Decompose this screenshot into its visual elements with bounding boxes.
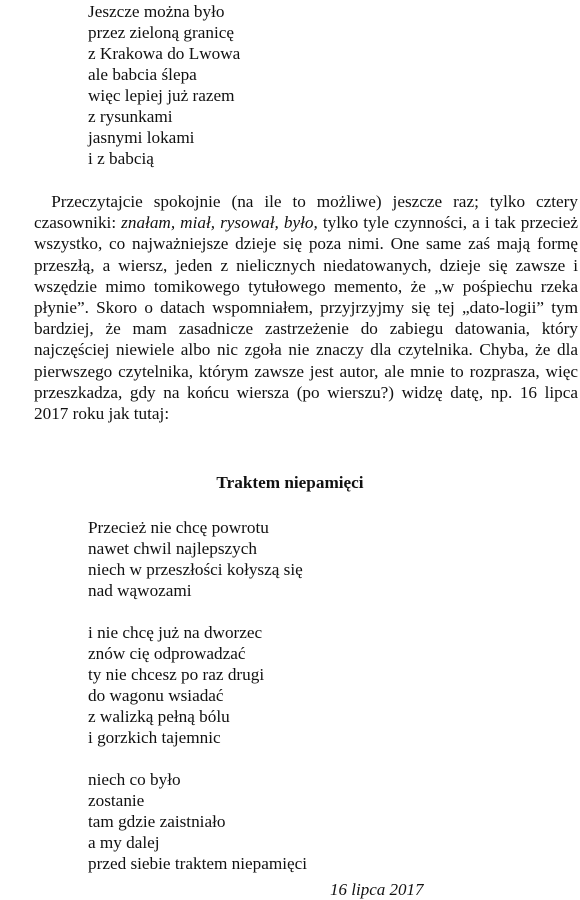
poem-line: i z babcią	[88, 149, 154, 168]
commentary-paragraph	[34, 191, 578, 424]
prose-line: zabiegu datowania, który najczęściej niewiele albo nic zgoła nie znaczy	[34, 319, 578, 360]
prose-line: „w pośpiechu rzeka płynie”. Skoro o datach wspomniałem, przyjrzyjmy	[34, 276, 579, 318]
poem-line: i gorzkich tajemnic	[88, 728, 221, 747]
poem-line: przez zieloną granicę	[88, 23, 234, 42]
prose-verbs: znałam, miał, rysował, było,	[121, 213, 318, 233]
poem-line: nawet chwil najlepszych	[88, 539, 257, 558]
prose-line: dzieje się zawsze i wszędzie mimo tomikowego tytułowego memento, że	[34, 255, 579, 296]
poem-stanza	[88, 769, 307, 874]
poem-line: tam gdzie zaistniało	[88, 812, 226, 831]
poem-excerpt-top	[88, 1, 240, 169]
poem-line: do wagonu wsiadać	[88, 686, 224, 705]
prose-line: się tej „dato-logii” tym bardziej, że mam zasadnicze zastrzeżenie do	[34, 298, 578, 339]
prose-line: dla czytelnika. Chyba, że dla pierwszego czytelnika, którym zawsze jest	[34, 340, 579, 381]
poem-line: Jeszcze można było	[88, 2, 225, 21]
poem-line: znów cię odprowadzać	[88, 644, 246, 663]
prose-line: zaś mają formę przeszłą, a wiersz, jeden z nielicznych niedatowanych,	[34, 234, 578, 275]
poem-title: Traktem niepamięci	[216, 473, 364, 492]
poem-line: przed siebie traktem niepamięci	[88, 854, 308, 873]
prose-line: autor, ale mnie to rozprasza, więc przeszkadza, gdy na końcu wiersza (po	[34, 361, 578, 402]
prose-line: tylko tyle czynności, a i tak	[322, 213, 516, 233]
poem-line: niech co było	[88, 770, 181, 789]
prose-line: Przeczytajcie spokojnie (na ile to możliwe) jeszcze raz; tylko cztery	[51, 192, 578, 211]
poem-line: nad wąwozami	[88, 581, 192, 600]
poem-line: ty nie chcesz po raz drugi	[88, 665, 265, 684]
poem-line: z walizką pełną bólu	[88, 707, 230, 726]
poem-line: zostanie	[88, 791, 145, 810]
poem-line: ale babcia ślepa	[88, 65, 197, 84]
poem-line: z Krakowa do Lwowa	[88, 44, 241, 63]
prose-line: wierszu?) widzę datę, np. 16 lipca 2017 roku jak tutaj:	[34, 382, 579, 424]
poem-stanza	[88, 517, 307, 601]
poem-main	[88, 517, 307, 874]
poem-line: i nie chcę już na dworzec	[88, 623, 263, 642]
poem-line: niech w przeszłości kołyszą się	[88, 560, 303, 579]
poem-date: 16 lipca 2017	[330, 880, 424, 899]
poem-line: Przecież nie chcę powrotu	[88, 518, 269, 537]
poem-line: więc lepiej już razem	[88, 86, 235, 105]
poem-line: z rysunkami	[88, 107, 173, 126]
prose-line: czasowniki:	[34, 213, 117, 233]
poem-line: jasnymi lokami	[88, 128, 195, 147]
poem-line: a my dalej	[88, 833, 160, 852]
poem-stanza	[88, 622, 307, 748]
prose-line: przecież wszystko, co najważniejsze dzieje się poza nimi. One same	[34, 213, 578, 254]
